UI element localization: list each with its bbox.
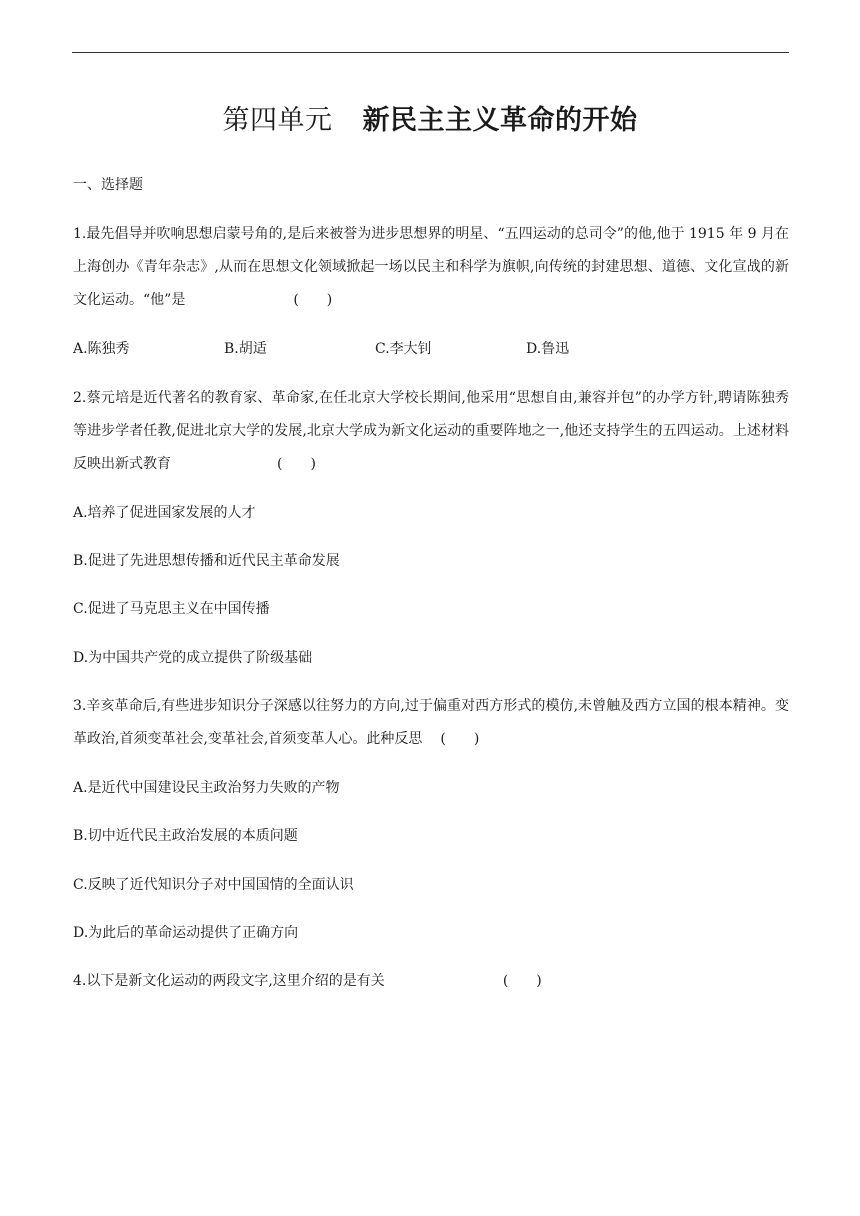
question-2-stem [73, 382, 789, 481]
answer-bracket: ( ) [440, 731, 480, 747]
page-title [0, 103, 860, 139]
question-3-option-d: D.为此后的革命运动提供了正确方向 [73, 925, 299, 941]
answer-bracket: ( ) [293, 292, 333, 308]
question-2-option-c: C.促进了马克思主义在中国传播 [73, 601, 270, 617]
answer-bracket: ( ) [277, 456, 316, 472]
answer-bracket: ( ) [502, 973, 542, 989]
section-heading: 一、选择题 [73, 177, 143, 193]
question-2-option-a: A.培养了促进国家发展的人才 [73, 505, 256, 521]
question-1-options [73, 333, 789, 366]
question-3-option-a: A.是近代中国建设民主政治努力失败的产物 [73, 780, 340, 796]
option-a: A.陈独秀 [73, 341, 130, 357]
question-3-option-b: B.切中近代民主政治发展的本质问题 [73, 828, 298, 844]
question-3-option-c: C.反映了近代知识分子对中国国情的全面认识 [73, 877, 354, 893]
question-4-stem [73, 965, 789, 998]
top-rule [72, 52, 789, 53]
question-3-stem [73, 690, 789, 756]
question-4-text: 4.以下是新文化运动的两段文字,这里介绍的是有关 [73, 973, 385, 989]
unit-label: 第四单元 [222, 105, 333, 136]
question-2-option-b: B.促进了先进思想传播和近代民主革命发展 [73, 553, 340, 569]
question-2-text: 2.蔡元培是近代著名的教育家、革命家,在任北京大学校长期间,他采用“思想自由,兼容并包”的办学方针,聘请陈独秀等进步学者任教,促进北京大学的发展,北京大学成为新文化运动的重要阵地之一,他还支持学生的五四运动。上述材料反映出新式教育 [73, 390, 789, 472]
question-2-option-d: D.为中国共产党的成立提供了阶级基础 [73, 650, 313, 666]
option-b: B.胡适 [224, 341, 267, 357]
option-c: C.李大钊 [375, 341, 432, 357]
question-3-text: 3.辛亥革命后,有些进步知识分子深感以往努力的方向,过于偏重对西方形式的模仿,未曾触及西方立国的根本精神。变革政治,首须变革社会,变革社会,首须变革人心。此种反思 [73, 698, 789, 747]
question-1-stem [73, 218, 789, 317]
unit-title: 新民主主义革命的开始 [362, 105, 638, 136]
option-d: D.鲁迅 [526, 341, 570, 357]
question-1-text: 1.最先倡导并吹响思想启蒙号角的,是后来被誉为进步思想界的明星、“五四运动的总司令”的他,他于 1915 年 9 月在上海创办《青年杂志》,从而在思想文化领域掀起一场以民主和科学为旗帜,向传统的封建思想、道德、文化宣战的新文化运动。“他”是 [73, 226, 789, 308]
